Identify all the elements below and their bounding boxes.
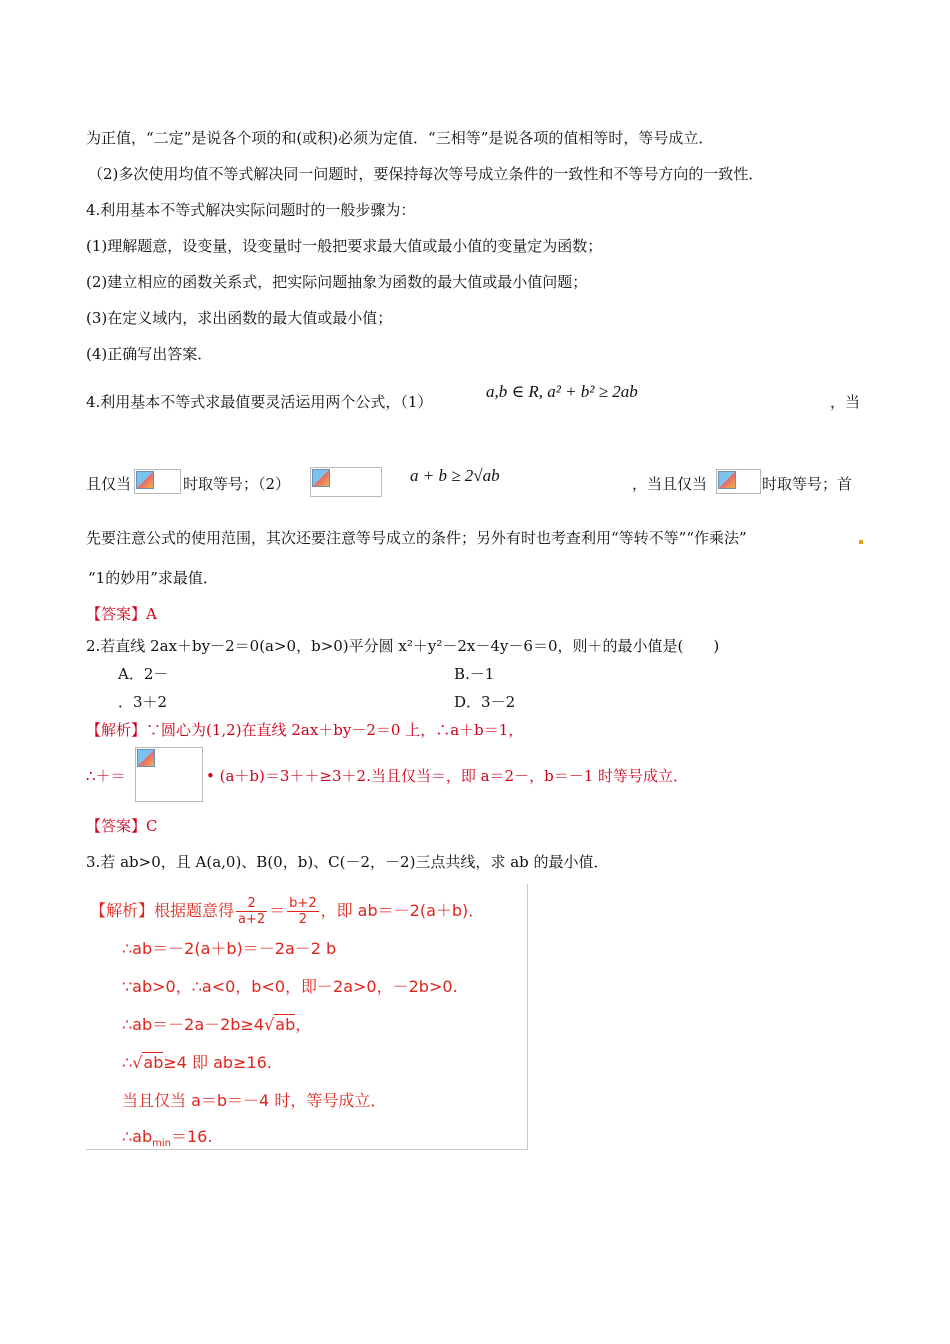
step-4: (4)正确写出答案．: [86, 345, 213, 363]
broken-image-icon: [312, 469, 330, 487]
q2-option-a: A．2－: [118, 665, 169, 683]
q3-l5-b: ≥4 即 ab≥16.: [163, 1053, 272, 1072]
q2-answer: 【答案】C: [86, 817, 158, 835]
paragraph-formula-intro: 4.利用基本不等式求最值要灵活运用两个公式，（1）: [86, 393, 433, 411]
paragraph-formula-when: ，当: [830, 393, 861, 411]
formula-1: a,b ∈ R, a² + b² ≥ 2ab: [486, 382, 638, 401]
paragraph-2: （2)多次使用均值不等式解决同一问题时，要保持每次等号成立条件的一致性和不等号方向的一致性．: [88, 165, 764, 183]
fraction-1-den: a+2: [238, 912, 266, 927]
step-2: (2)建立相应的函数关系式，把实际问题抽象为函数的最大值或最小值问题；: [86, 273, 588, 291]
q3-l7-b: ＝16.: [171, 1127, 213, 1146]
fraction-2: [287, 896, 318, 927]
step-3: (3)在定义域内，求出函数的最大值或最小值；: [86, 309, 393, 327]
text-qiejin: 且仅当: [86, 475, 132, 493]
q3-l1-label: 【解析】根据题意得: [90, 901, 235, 920]
q3-solution-line-2: ∴ab＝－2(a＋b)＝－2a－2 b: [122, 939, 337, 958]
q2-analysis-2a: ∴＋＝: [86, 767, 126, 785]
fraction-1: [236, 896, 267, 927]
q3-stem: 3.若 ab>0，且 A(a,0)、B(0，b)、C(－2，－2)三点共线，求 ab 的最小值．: [86, 853, 609, 871]
q3-l1-rest: ，即 ab＝－2(a＋b)．: [320, 901, 485, 920]
q2-analysis-1: 【解析】∵圆心为(1,2)在直线 2ax＋by－2＝0 上，∴a＋b＝1，: [86, 721, 524, 739]
step-1: (1)理解题意，设变量，设变量时一般把要求最大值或最小值的变量定为函数；: [86, 237, 603, 255]
text-take-equal-first: 时取等号；首: [762, 475, 853, 493]
q3-l7-sub: min: [152, 1138, 171, 1150]
fraction-2-den: 2: [298, 912, 308, 927]
q3-l5-a: ∴: [122, 1053, 133, 1072]
q3-solution-line-1: [90, 896, 484, 927]
broken-image-icon: [136, 471, 154, 489]
formula-2: a + b ≥ 2√ab: [410, 466, 500, 485]
q2-analysis-2b: • (a＋b)＝3＋＋≥3＋2.当且仅当＝，即 a＝2－，b＝－1 时等号成立．: [206, 767, 689, 785]
q2-option-b: B.－1: [454, 665, 495, 683]
broken-image-icon: [137, 749, 155, 767]
q2-option-c: ．3＋2: [118, 693, 168, 711]
q3-solution-line-5: ∴√ab≥4 即 ab≥16.: [122, 1053, 272, 1072]
paragraph-one-trick: “1的妙用”求最值．: [88, 569, 218, 587]
q1-answer: 【答案】A: [86, 605, 157, 623]
paragraph-3: 4.利用基本不等式解决实际问题时的一般步骤为：: [86, 201, 416, 219]
image-placeholder-4: [135, 747, 203, 802]
q3-l4-sqrt: ab: [275, 1015, 296, 1034]
q2-stem: 2.若直线 2ax＋by－2＝0(a>0，b>0)平分圆 x²＋y²－2x－4y－6＝0，则＋的最小值是( ): [86, 637, 720, 655]
image-placeholder-2: [310, 467, 382, 497]
q3-solution-line-3: ∵ab>0，∴a<0，b<0，即－2a>0，－2b>0.: [122, 977, 458, 996]
decorative-dot: [859, 540, 863, 544]
fraction-2-num: b+2: [289, 896, 317, 911]
text-take-equal-2: 时取等号；（2）: [183, 475, 291, 493]
q2-option-d: D．3－2: [454, 693, 516, 711]
image-placeholder-1: [134, 469, 181, 494]
fraction-1-num: 2: [236, 896, 267, 912]
q3-solution-line-4: ∴ab＝－2a－2b≥4√ab，: [122, 1015, 312, 1034]
broken-image-icon: [718, 471, 736, 489]
q3-l4-a: ∴ab＝－2a－2b≥4: [122, 1015, 265, 1034]
q3-l4-b: ，: [295, 1015, 312, 1034]
q3-solution-image: [86, 884, 528, 1150]
equals-sign: ＝: [269, 901, 286, 920]
paragraph-1: 为正值，“二定”是说各个项的和(或积)必须为定值．“三相等”是说各项的值相等时，等号成立．: [86, 129, 714, 147]
image-placeholder-3: [716, 469, 761, 494]
text-when-only: ，当且仅当: [632, 475, 708, 493]
paragraph-notice: 先要注意公式的使用范围，其次还要注意等号成立的条件；另外有时也考查利用“等转不等”“作乘法”: [86, 529, 747, 547]
q3-solution-line-6: 当且仅当 a＝b＝－4 时，等号成立．: [122, 1091, 387, 1110]
q3-l5-sqrt: ab: [143, 1053, 164, 1072]
q3-l7-a: ∴ab: [122, 1127, 153, 1146]
q3-solution-line-7: [122, 1126, 212, 1155]
